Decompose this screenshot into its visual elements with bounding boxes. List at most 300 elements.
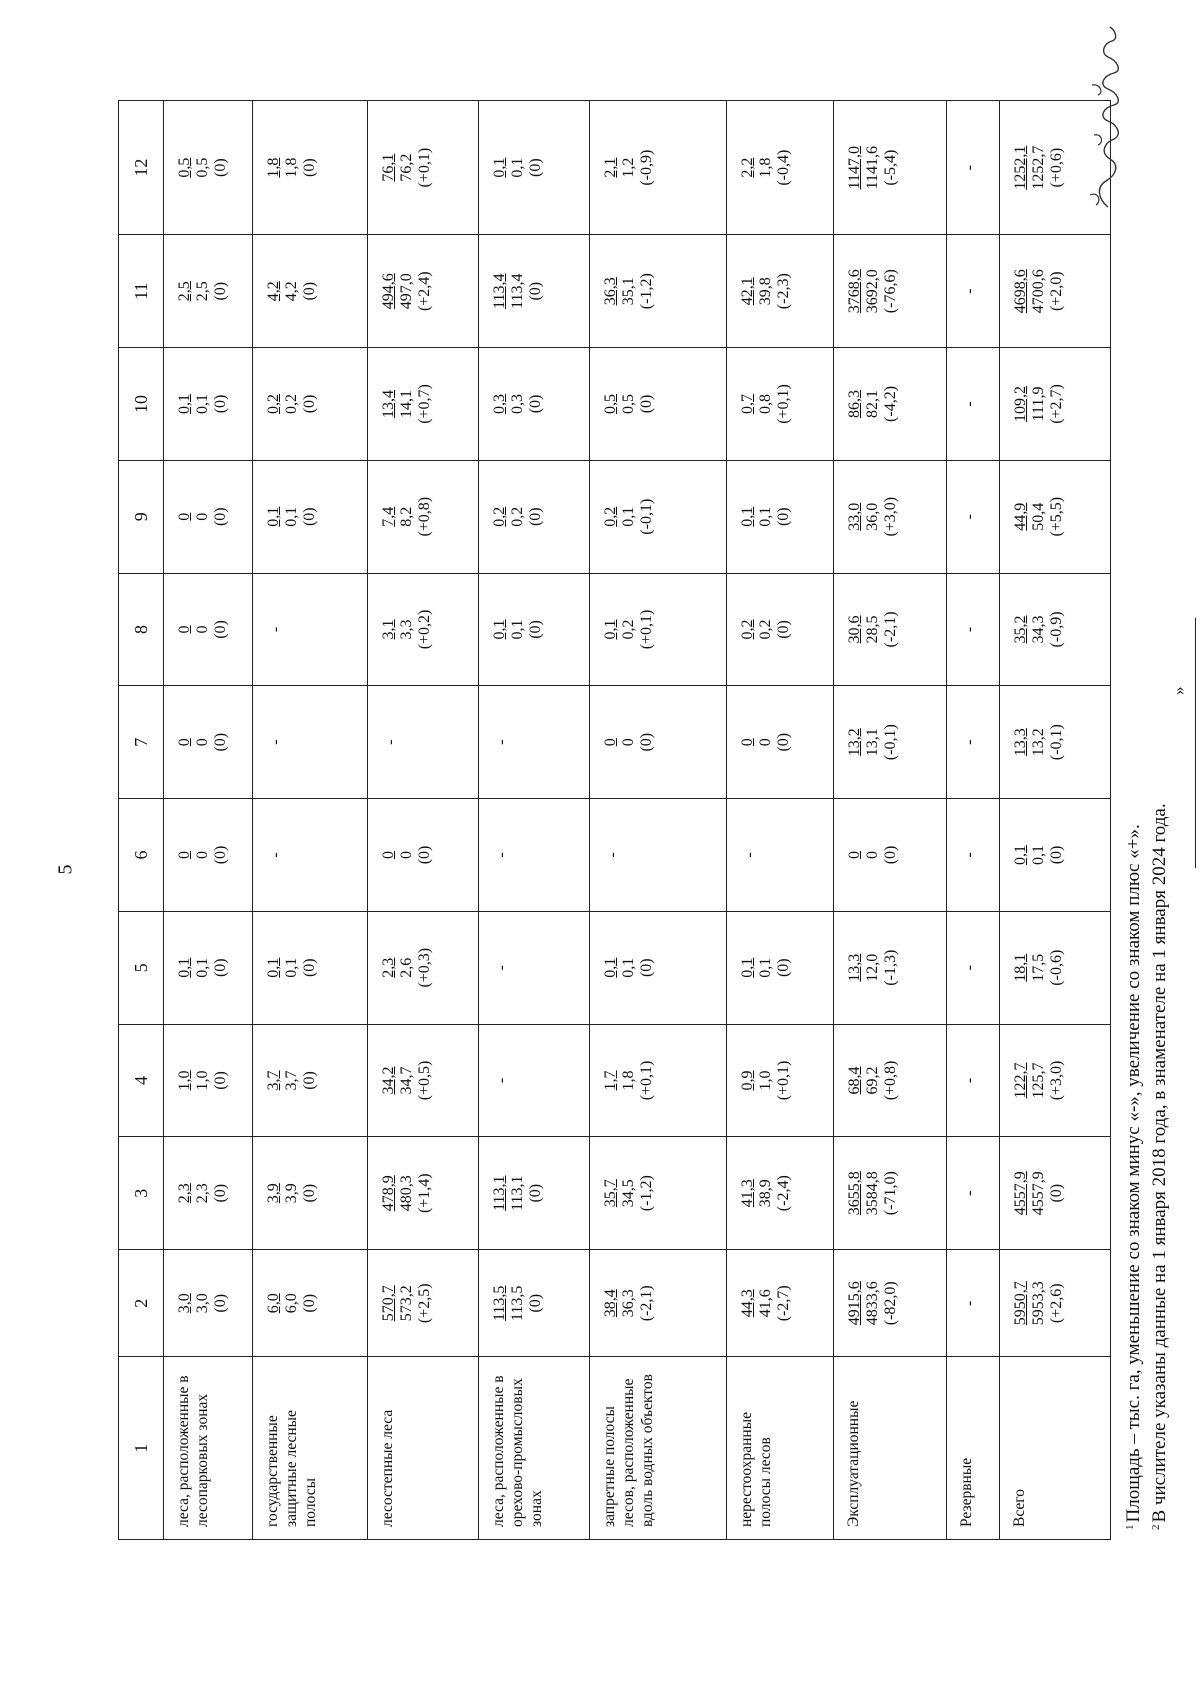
- denominator-value: 113,1: [509, 1175, 526, 1211]
- empty-value: -: [961, 401, 978, 407]
- row-label: нерестоохранные полосы лесов: [727, 1357, 834, 1540]
- column-header: 3: [119, 1137, 164, 1250]
- numerator-value: 1252,1: [1012, 145, 1029, 190]
- rotated-content: [118, 100, 1188, 1540]
- change-value: (-2,1): [882, 611, 899, 648]
- change-value: (0): [212, 620, 229, 639]
- denominator-value: 111,9: [1030, 386, 1047, 422]
- forest-area-table: [118, 100, 1111, 1540]
- table-cell: [947, 573, 1000, 686]
- numerator-value: 494,6: [380, 273, 397, 310]
- denominator-value: 1,2: [620, 157, 637, 178]
- denominator-value: 4,2: [283, 281, 300, 302]
- change-value: (+2,5): [416, 1283, 433, 1324]
- change-value: (0): [212, 507, 229, 527]
- table-cell: [479, 911, 590, 1024]
- row-label: леса, расположенные в орехово-промысловых зонах: [479, 1357, 590, 1540]
- table-cell: [727, 1024, 834, 1137]
- denominator-value: 1,8: [620, 1070, 637, 1091]
- table-cell: [834, 799, 947, 912]
- denominator-value: 34,3: [1030, 615, 1047, 644]
- denominator-value: 1,8: [757, 157, 774, 178]
- denominator-value: 6,0: [283, 1293, 300, 1314]
- table-cell: [1000, 686, 1111, 799]
- numerator-value: 2,3: [380, 957, 397, 978]
- numerator-value: 30,6: [846, 615, 863, 644]
- column-header: 9: [119, 460, 164, 573]
- numerator-value: 3,9: [265, 1183, 282, 1204]
- table-row: [947, 101, 1000, 1540]
- numerator-value: 0,1: [491, 619, 508, 640]
- change-value: (0): [638, 732, 655, 752]
- table-cell: [479, 1024, 590, 1137]
- denominator-value: 34,5: [620, 1179, 637, 1208]
- numerator-value: 0,1: [739, 957, 756, 978]
- change-value: (0): [301, 1071, 318, 1090]
- change-value: (-1,2): [638, 273, 655, 310]
- empty-value: -: [961, 165, 978, 171]
- table-cell: [253, 235, 368, 348]
- change-value: (0): [527, 507, 544, 527]
- row-label: государственные защитные лесные полосы: [253, 1357, 368, 1540]
- numerator-value: 478,9: [380, 1175, 397, 1212]
- numerator-value: 0,1: [1012, 844, 1029, 865]
- table-cell: [479, 799, 590, 912]
- column-header: 4: [119, 1024, 164, 1137]
- change-value: (+0,1): [775, 1060, 792, 1101]
- change-value: (0): [527, 1293, 544, 1313]
- empty-value: -: [493, 739, 510, 745]
- table-cell: [164, 1137, 253, 1250]
- table-cell: [834, 911, 947, 1024]
- change-value: (0): [301, 394, 318, 414]
- denominator-value: 82,1: [864, 389, 881, 418]
- table-cell: [479, 348, 590, 461]
- change-value: (+0,1): [416, 147, 433, 188]
- change-value: (-0,6): [1048, 949, 1065, 986]
- denominator-value: 50,4: [1030, 502, 1047, 531]
- table-cell: [368, 460, 479, 573]
- column-header: 10: [119, 348, 164, 461]
- page-number: 5: [54, 864, 77, 875]
- numerator-value: 0,5: [176, 157, 193, 178]
- empty-value: -: [493, 852, 510, 858]
- empty-value: -: [961, 288, 978, 294]
- numerator-value: 76,1: [380, 153, 397, 182]
- numerator-value: 1147,0: [846, 145, 863, 190]
- change-value: (0): [212, 845, 229, 865]
- denominator-value: 28,5: [864, 615, 881, 644]
- numerator-value: 113,5: [491, 1285, 508, 1321]
- table-row: [164, 101, 253, 1540]
- change-value: (+3,0): [1048, 1060, 1065, 1101]
- closing-block: [1171, 100, 1200, 1540]
- table-cell: [947, 235, 1000, 348]
- denominator-value: 4700,6: [1030, 269, 1047, 314]
- denominator-value: 0,1: [620, 506, 637, 527]
- numerator-value: 3,7: [265, 1070, 282, 1091]
- change-value: (0): [212, 394, 229, 414]
- change-value: (0): [775, 507, 792, 527]
- column-header: 6: [119, 799, 164, 912]
- footnote-text: В числителе указаны данные на 1 января 2018 года, в знаменателе на 1 января 2024 года.: [1149, 803, 1170, 1523]
- numerator-value: 0: [176, 512, 193, 521]
- numerator-value: 0,9: [739, 1070, 756, 1091]
- column-header: 1: [119, 1357, 164, 1540]
- change-value: (0): [212, 732, 229, 752]
- numerator-value: 3655,8: [846, 1171, 863, 1216]
- table-cell: [590, 686, 727, 799]
- column-header: 7: [119, 686, 164, 799]
- table-cell: [479, 101, 590, 235]
- numerator-value: 41,3: [739, 1179, 756, 1208]
- denominator-value: 4557,9: [1030, 1171, 1047, 1216]
- change-value: (0): [212, 1293, 229, 1313]
- empty-value: -: [267, 626, 284, 633]
- table-cell: [834, 1250, 947, 1357]
- denominator-value: 3,3: [398, 619, 415, 640]
- denominator-value: 14,1: [398, 389, 415, 418]
- table-cell: [164, 911, 253, 1024]
- denominator-value: 13,1: [864, 728, 881, 757]
- row-label: Всего: [1000, 1357, 1111, 1540]
- footnote: [1145, 100, 1171, 1530]
- table-cell: [727, 460, 834, 573]
- table-cell: [253, 101, 368, 235]
- table-row: [590, 101, 727, 1540]
- change-value: (+0,7): [416, 384, 433, 424]
- table-cell: [479, 235, 590, 348]
- empty-value: -: [604, 852, 621, 858]
- numerator-value: 86,3: [846, 389, 863, 418]
- denominator-value: 480,3: [398, 1175, 415, 1212]
- denominator-value: 0: [194, 738, 211, 747]
- empty-value: -: [493, 1077, 510, 1084]
- empty-value: -: [961, 514, 978, 520]
- denominator-value: 8,2: [398, 506, 415, 527]
- denominator-value: 0,1: [509, 619, 526, 640]
- change-value: (+0,8): [882, 1060, 899, 1101]
- numerator-value: 0,2: [739, 619, 756, 640]
- table-cell: [727, 1250, 834, 1357]
- denominator-value: 0,1: [757, 506, 774, 527]
- denominator-value: 0: [194, 512, 211, 521]
- change-value: (0): [638, 958, 655, 978]
- column-header: 2: [119, 1250, 164, 1357]
- table-cell: [590, 1024, 727, 1137]
- change-value: (+0,8): [416, 496, 433, 537]
- denominator-value: 0,5: [194, 157, 211, 178]
- table-cell: [164, 1250, 253, 1357]
- table-cell: [947, 1137, 1000, 1250]
- denominator-value: 3,9: [283, 1183, 300, 1204]
- change-value: (+5,5): [1048, 496, 1065, 537]
- row-label: Резервные: [947, 1357, 1000, 1540]
- change-value: (0): [301, 158, 318, 177]
- denominator-value: 125,7: [1030, 1062, 1047, 1099]
- numerator-value: 2,3: [176, 1183, 193, 1204]
- change-value: (+0,1): [775, 384, 792, 424]
- table-cell: [590, 460, 727, 573]
- table-cell: [947, 1024, 1000, 1137]
- numerator-value: 4,2: [265, 281, 282, 302]
- numerator-value: 38,4: [602, 1289, 619, 1318]
- table-cell: [590, 911, 727, 1024]
- table-cell: [1000, 799, 1111, 912]
- denominator-value: 38,9: [757, 1179, 774, 1208]
- change-value: (-71,0): [882, 1171, 899, 1216]
- denominator-value: 0: [864, 850, 881, 859]
- denominator-value: 69,2: [864, 1066, 881, 1095]
- change-value: (0): [775, 958, 792, 978]
- table-cell: [368, 1024, 479, 1137]
- change-value: (0): [301, 281, 318, 301]
- denominator-value: 3692,0: [864, 269, 881, 314]
- table-row: [368, 101, 479, 1540]
- change-value: (0): [212, 1071, 229, 1090]
- table-cell: [947, 799, 1000, 912]
- table-row: [1000, 101, 1111, 1540]
- denominator-value: 13,2: [1030, 728, 1047, 757]
- table-cell: [727, 573, 834, 686]
- table-row: [727, 101, 834, 1540]
- numerator-value: 13,3: [846, 953, 863, 982]
- change-value: (-2,7): [775, 1285, 792, 1322]
- change-value: (0): [1048, 845, 1065, 865]
- change-value: (0): [527, 620, 544, 639]
- empty-value: -: [267, 852, 284, 858]
- empty-value: -: [961, 852, 978, 858]
- denominator-value: 35,1: [620, 277, 637, 306]
- numerator-value: 0,1: [491, 157, 508, 178]
- empty-value: -: [382, 739, 399, 745]
- table-cell: [368, 1250, 479, 1357]
- change-value: (-0,1): [1048, 724, 1065, 761]
- numerator-value: 0,2: [491, 506, 508, 527]
- denominator-value: 0,1: [757, 957, 774, 978]
- change-value: (0): [301, 958, 318, 978]
- table-cell: [164, 235, 253, 348]
- numerator-value: 2,2: [739, 157, 756, 178]
- change-value: (-76,6): [882, 269, 899, 314]
- numerator-value: 0,1: [602, 619, 619, 640]
- table-cell: [253, 460, 368, 573]
- empty-value: -: [961, 965, 978, 971]
- table-cell: [590, 1250, 727, 1357]
- numerator-value: 0,7: [739, 393, 756, 414]
- change-value: (0): [527, 158, 544, 177]
- denominator-value: 5953,3: [1030, 1281, 1047, 1326]
- change-value: (-0,1): [638, 498, 655, 535]
- numerator-value: 68,4: [846, 1066, 863, 1095]
- table-cell: [368, 1137, 479, 1250]
- change-value: (0): [416, 845, 433, 865]
- change-value: (-0,1): [882, 724, 899, 761]
- denominator-value: 2,6: [398, 957, 415, 978]
- table-cell: [727, 235, 834, 348]
- numerator-value: 1,0: [176, 1070, 193, 1091]
- table-cell: [834, 686, 947, 799]
- denominator-value: 0,2: [757, 619, 774, 640]
- table-cell: [479, 1137, 590, 1250]
- numerator-value: 0: [846, 850, 863, 859]
- numerator-value: 0: [176, 738, 193, 747]
- row-label: запретные полосы лесов, расположенные вдоль водных объектов: [590, 1357, 727, 1540]
- table-cell: [834, 573, 947, 686]
- table-cell: [368, 101, 479, 235]
- table-cell: [590, 799, 727, 912]
- change-value: (-2,4): [775, 1175, 792, 1212]
- denominator-value: 36,3: [620, 1289, 637, 1318]
- change-value: (0): [301, 1293, 318, 1313]
- table-cell: [368, 799, 479, 912]
- change-value: (+2,7): [1048, 384, 1065, 424]
- denominator-value: 497,0: [398, 273, 415, 310]
- table-cell: [590, 1137, 727, 1250]
- denominator-value: 3,0: [194, 1293, 211, 1314]
- change-value: (+0,2): [416, 609, 433, 650]
- table-cell: [727, 348, 834, 461]
- table-cell: [590, 348, 727, 461]
- denominator-value: 76,2: [398, 153, 415, 182]
- denominator-value: 1,0: [757, 1070, 774, 1091]
- denominator-value: 36,0: [864, 502, 881, 531]
- table-cell: [164, 686, 253, 799]
- table-cell: [164, 101, 253, 235]
- denominator-value: 12,0: [864, 953, 881, 982]
- change-value: (+0,1): [638, 1060, 655, 1101]
- numerator-value: 13,2: [846, 728, 863, 757]
- numerator-value: 1,8: [265, 157, 282, 178]
- closing-quote: »: [1169, 686, 1188, 695]
- change-value: (0): [212, 158, 229, 177]
- numerator-value: 4557,9: [1012, 1171, 1029, 1216]
- numerator-value: 0: [602, 738, 619, 747]
- empty-value: -: [267, 739, 284, 745]
- numerator-value: 44,9: [1012, 502, 1029, 531]
- numerator-value: 35,7: [602, 1179, 619, 1208]
- change-value: (0): [301, 1183, 318, 1203]
- numerator-value: 4915,6: [846, 1281, 863, 1326]
- numerator-value: 18,1: [1012, 953, 1029, 982]
- denominator-value: 0,1: [194, 393, 211, 414]
- numerator-value: 3768,6: [846, 269, 863, 314]
- table-cell: [253, 911, 368, 1024]
- change-value: (0): [527, 1183, 544, 1203]
- table-cell: [590, 573, 727, 686]
- numerator-value: 0: [176, 625, 193, 634]
- footnote-text: Площадь – тыс. га, уменьшение со знаком минус «-», увеличение со знаком плюс «+».: [1123, 824, 1144, 1523]
- change-value: (+0,5): [416, 1060, 433, 1101]
- row-label: Эксплуатационные: [834, 1357, 947, 1540]
- numerator-value: 0,2: [602, 506, 619, 527]
- denominator-value: 0,3: [509, 393, 526, 414]
- change-value: (+1,4): [416, 1173, 433, 1214]
- table-cell: [479, 686, 590, 799]
- denominator-value: 0,1: [194, 957, 211, 978]
- numerator-value: 13,3: [1012, 728, 1029, 757]
- numerator-value: 0,1: [739, 506, 756, 527]
- empty-value: -: [961, 626, 978, 633]
- change-value: (0): [638, 394, 655, 414]
- table-cell: [947, 101, 1000, 235]
- change-value: (0): [775, 620, 792, 639]
- change-value: (+0,3): [416, 947, 433, 988]
- table-body: [164, 101, 1111, 1540]
- table-cell: [253, 1250, 368, 1357]
- numerator-value: 109,2: [1012, 385, 1029, 422]
- numerator-value: 0: [739, 738, 756, 747]
- table-cell: [368, 573, 479, 686]
- column-header: 5: [119, 911, 164, 1024]
- table-cell: [947, 911, 1000, 1024]
- change-value: (+2,6): [1048, 1283, 1065, 1324]
- table-cell: [834, 1137, 947, 1250]
- change-value: (+0,1): [638, 609, 655, 650]
- denominator-value: 0,8: [757, 393, 774, 414]
- change-value: (-5,4): [882, 149, 899, 186]
- denominator-value: 39,8: [757, 277, 774, 306]
- footnote: [1119, 100, 1145, 1530]
- numerator-value: 3,0: [176, 1293, 193, 1314]
- empty-value: -: [961, 739, 978, 745]
- change-value: (-0,9): [1048, 611, 1065, 648]
- numerator-value: 113,1: [491, 1175, 508, 1211]
- table-cell: [253, 348, 368, 461]
- change-value: (0): [212, 958, 229, 978]
- table-cell: [164, 460, 253, 573]
- table-cell: [164, 573, 253, 686]
- denominator-value: 2,5: [194, 281, 211, 302]
- table-cell: [834, 235, 947, 348]
- table-cell: [368, 348, 479, 461]
- table-cell: [164, 348, 253, 461]
- table-cell: [253, 573, 368, 686]
- numerator-value: 0,1: [265, 506, 282, 527]
- table-cell: [1000, 1250, 1111, 1357]
- denominator-value: 34,7: [398, 1066, 415, 1095]
- row-label: лесостепные леса: [368, 1357, 479, 1540]
- denominator-value: 1,8: [283, 157, 300, 178]
- numerator-value: 7,4: [380, 506, 397, 527]
- denominator-value: 3,7: [283, 1070, 300, 1091]
- change-value: (+2,4): [416, 271, 433, 312]
- numerator-value: 0: [176, 850, 193, 859]
- change-value: (+3,0): [882, 496, 899, 537]
- column-header: 8: [119, 573, 164, 686]
- change-value: (-2,3): [775, 273, 792, 310]
- header-row: [119, 101, 164, 1540]
- signature-image: [1068, 15, 1144, 215]
- table-row: [834, 101, 947, 1540]
- denominator-value: 0: [398, 850, 415, 859]
- denominator-value: 573,2: [398, 1285, 415, 1322]
- denominator-value: 41,6: [757, 1289, 774, 1318]
- numerator-value: 4698,6: [1012, 269, 1029, 314]
- denominator-value: 0,1: [283, 506, 300, 527]
- table-cell: [727, 799, 834, 912]
- denominator-value: 0,5: [620, 393, 637, 414]
- denominator-value: 0: [757, 738, 774, 747]
- numerator-value: 5950,7: [1012, 1281, 1029, 1326]
- numerator-value: 2,1: [602, 157, 619, 178]
- numerator-value: 0,1: [602, 957, 619, 978]
- table-cell: [368, 235, 479, 348]
- table-cell: [834, 348, 947, 461]
- table-cell: [479, 1250, 590, 1357]
- empty-value: -: [741, 852, 758, 858]
- numerator-value: 1,7: [602, 1070, 619, 1091]
